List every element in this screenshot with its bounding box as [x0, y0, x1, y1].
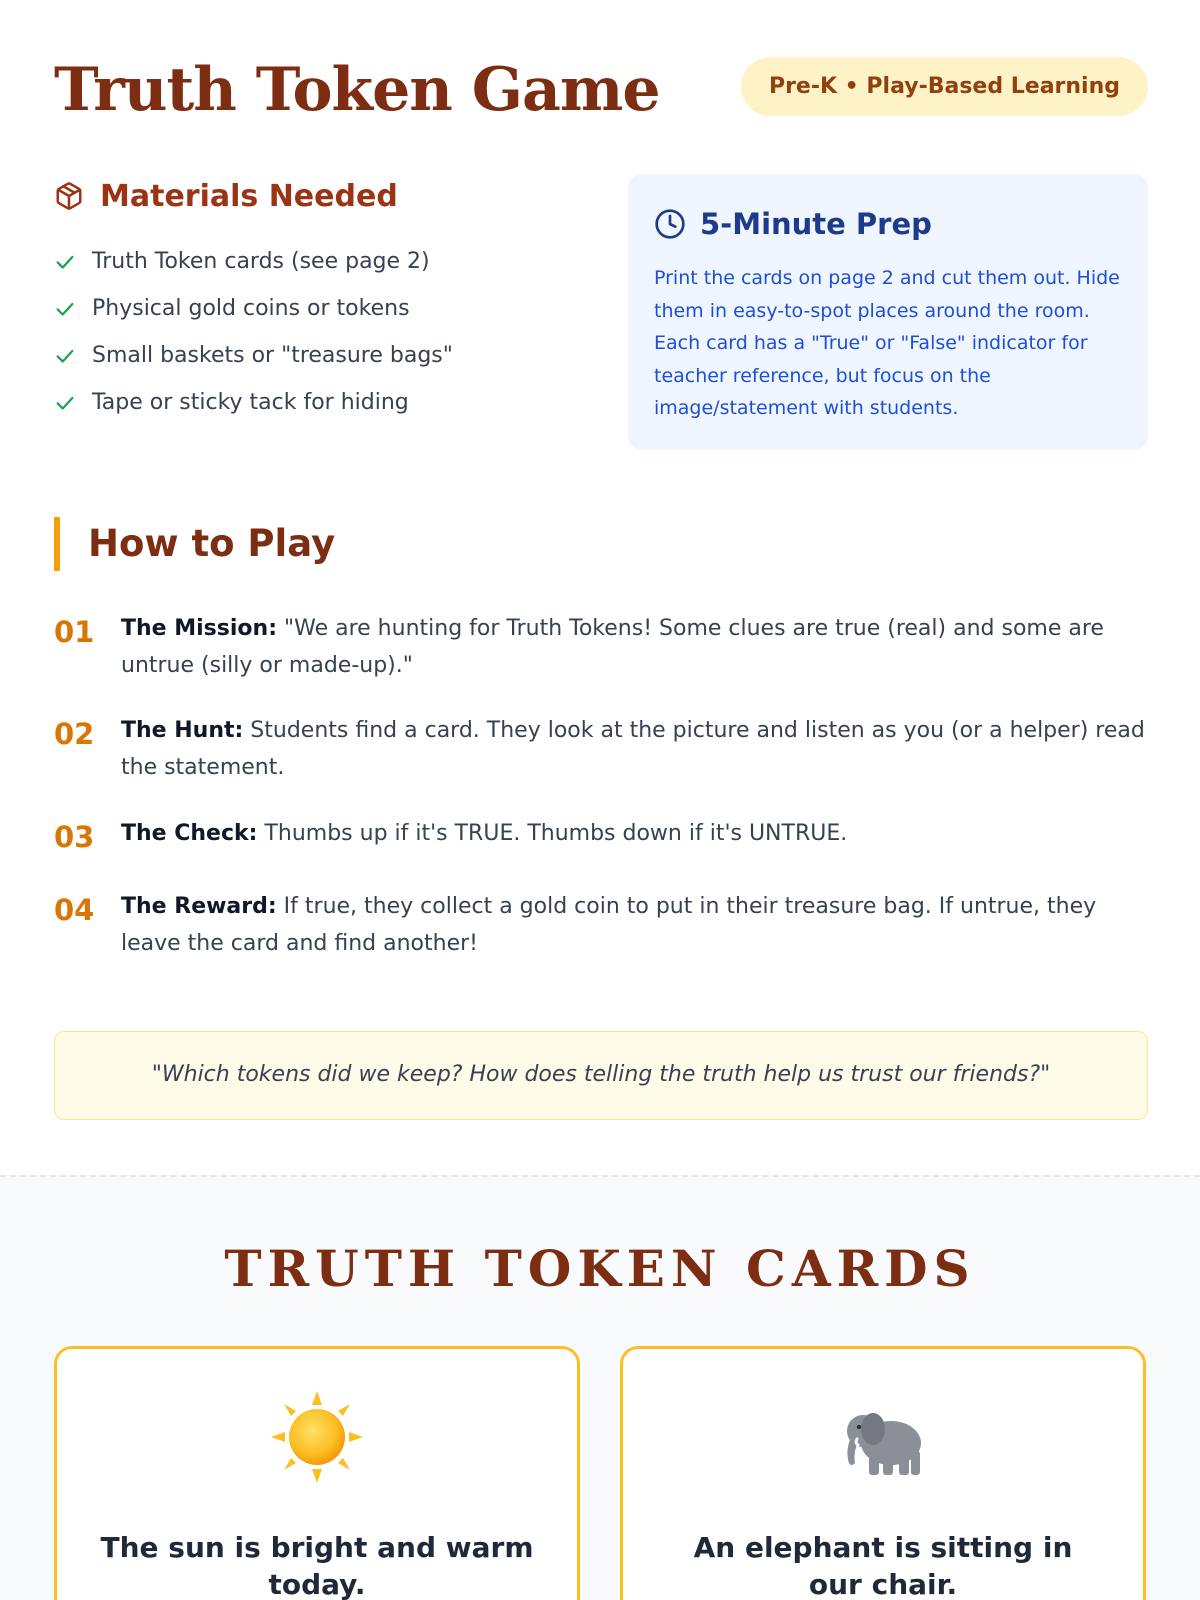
prep-box — [628, 174, 1148, 450]
step-number: 04 — [54, 893, 95, 927]
materials-section — [54, 176, 574, 426]
step-label: The Mission: — [121, 616, 277, 641]
heading-accent-bar — [54, 517, 60, 571]
card-statement: An elephant is sitting in our chair. — [693, 1531, 1073, 1600]
step-label: The Reward: — [121, 894, 277, 919]
cards-section — [0, 1175, 1200, 1600]
materials-heading — [54, 176, 574, 216]
step-text — [121, 610, 1150, 684]
clock-icon — [654, 208, 686, 240]
prep-description: Print the cards on page 2 and cut them out. Hide them in easy-to-spot places around the room. Each card has a "True" or "False" indicator for teacher reference, but focus on the image/statement with students. — [654, 267, 1120, 419]
how-to-play-heading: How to Play — [88, 522, 336, 565]
step-number: 01 — [54, 615, 95, 649]
step-label: The Hunt: — [121, 718, 244, 743]
cards-heading: TRUTH TOKEN CARDS — [224, 1239, 976, 1298]
list-item — [54, 238, 574, 285]
step-body: Thumbs up if it's TRUE. Thumbs down if it's UNTRUE. — [257, 821, 848, 846]
truth-token-card — [620, 1346, 1146, 1600]
list-item-label: Physical gold coins or tokens — [92, 296, 410, 321]
list-item-label: Truth Token cards (see page 2) — [92, 249, 430, 274]
reflection-quote: "Which tokens did we keep? How does telling the truth help us trust our friends?" — [54, 1031, 1148, 1120]
step-item — [54, 815, 1150, 856]
step-body: If true, they collect a gold coin to put in their treasure bag. If untrue, they leave the card and find another! — [121, 894, 1097, 956]
checkmark-icon — [54, 298, 76, 320]
prep-heading-text: 5-Minute Prep — [700, 207, 932, 241]
prep-heading — [654, 204, 1122, 244]
step-item — [54, 610, 1150, 684]
page-title: Truth Token Game — [54, 55, 660, 125]
checkmark-icon — [54, 392, 76, 414]
list-item-label: Tape or sticky tack for hiding — [92, 390, 409, 415]
step-label: The Check: — [121, 821, 258, 846]
step-number: 02 — [54, 717, 95, 751]
truth-token-card — [54, 1346, 580, 1600]
list-item — [54, 379, 574, 426]
materials-heading-text: Materials Needed — [100, 178, 398, 214]
checkmark-icon — [54, 345, 76, 367]
step-body: Students find a card. They look at the picture and listen as you (or a helper) read the statement. — [121, 718, 1145, 780]
step-body: "We are hunting for Truth Tokens! Some clues are true (real) and some are untrue (silly or made-up)." — [121, 616, 1104, 678]
step-text — [121, 888, 1150, 962]
step-text — [121, 712, 1150, 786]
elephant-icon — [835, 1389, 931, 1485]
list-item — [54, 332, 574, 379]
materials-list — [54, 238, 574, 426]
card-statement: The sun is bright and warm today. — [100, 1531, 534, 1600]
step-text — [121, 815, 847, 856]
checkmark-icon — [54, 251, 76, 273]
sun-icon — [269, 1389, 365, 1485]
list-item-label: Small baskets or "treasure bags" — [92, 343, 453, 368]
list-item — [54, 285, 574, 332]
step-number: 03 — [54, 820, 95, 854]
step-item — [54, 712, 1150, 786]
grade-badge: Pre-K • Play-Based Learning — [741, 57, 1148, 116]
step-item — [54, 888, 1150, 962]
package-icon — [54, 181, 84, 211]
